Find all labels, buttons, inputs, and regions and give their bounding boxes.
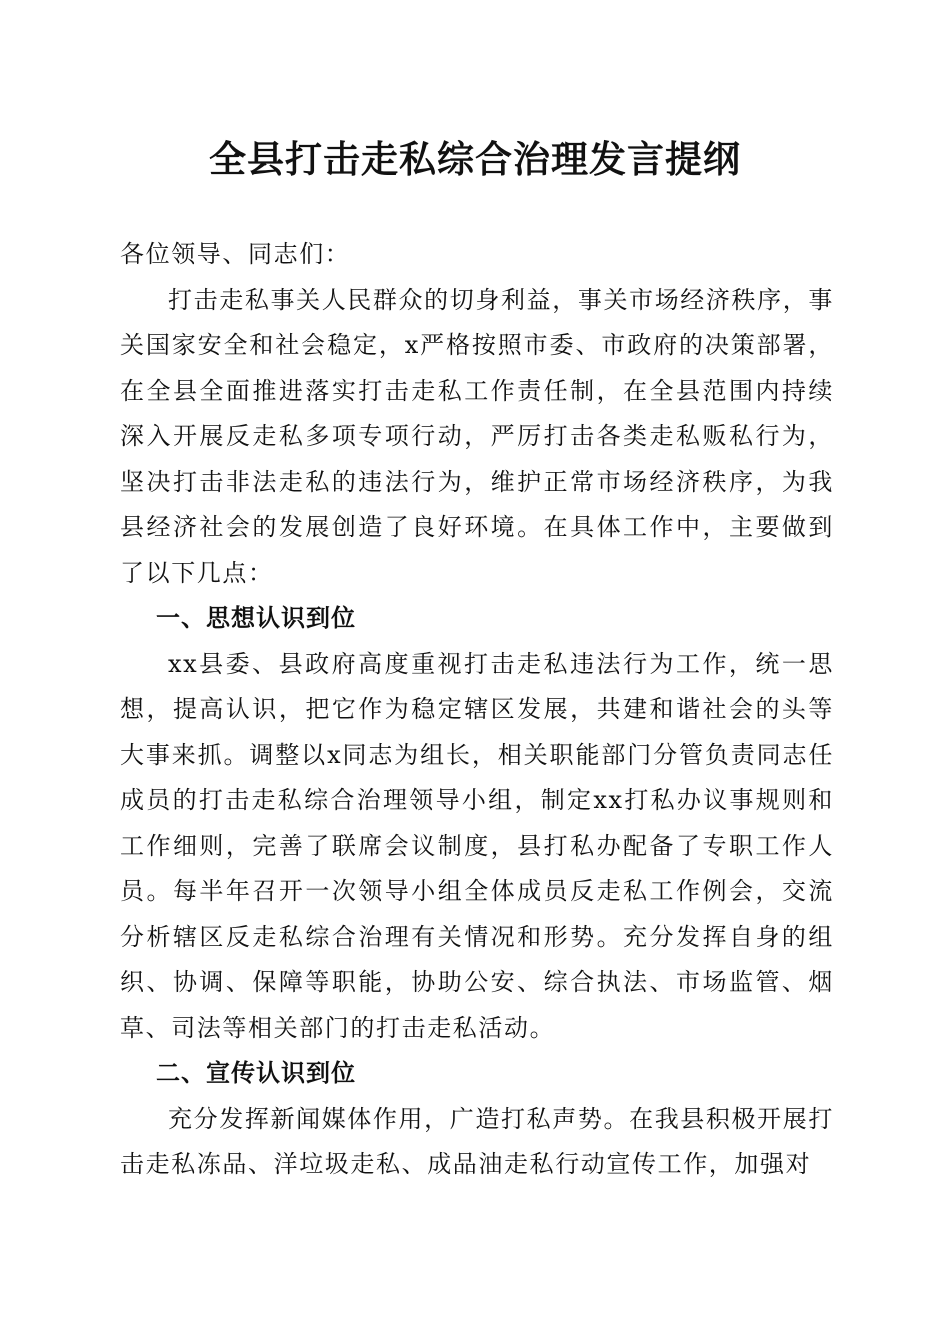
section-paragraph-2: 充分发挥新闻媒体作用，广造打私声势。在我县积极开展打击走私冻品、洋垃圾走私、成品油走私行动宣传工作，加强对 — [120, 1104, 834, 1178]
section-paragraph-1: xx县委、县政府高度重视打击走私违法行为工作，统一思想，提高认识，把它作为稳定辖区发展，共建和谐社会的头等大事来抓。调整以x同志为组长，相关职能部门分管负责同志任成员的打击走私综合治理领导小组，制定xx打私办议事规则和工作细则，完善了联席会议制度，县打私办配备了专职工作人员。每半年召开一次领导小组全体成员反走私工作例会，交流分析辖区反走私综合治理有关情况和形势。充分发挥自身的组织、协调、保障等职能，协助公安、综合执法、市场监管、烟草、司法等相关部门的打击走私活动。 — [120, 649, 834, 1042]
section-heading-2: 二、宣传认识到位 — [156, 1059, 356, 1087]
intro-paragraph: 打击走私事关人民群众的切身利益，事关市场经济秩序，事关国家安全和社会稳定，x严格按照市委、市政府的决策部署，在全县全面推进落实打击走私工作责任制，在全县范围内持续深入开展反走私多项专项行动，严厉打击各类走私贩私行为，坚决打击非法走私的违法行为，维护正常市场经济秩序，为我县经济社会的发展创造了良好环境。在具体工作中，主要做到了以下几点： — [120, 285, 834, 587]
section-heading-1: 一、思想认识到位 — [156, 604, 356, 632]
document-body — [120, 232, 834, 1188]
salutation: 各位领导、同志们： — [120, 240, 351, 268]
document-title: 全县打击走私综合治理发言提纲 — [209, 137, 741, 181]
